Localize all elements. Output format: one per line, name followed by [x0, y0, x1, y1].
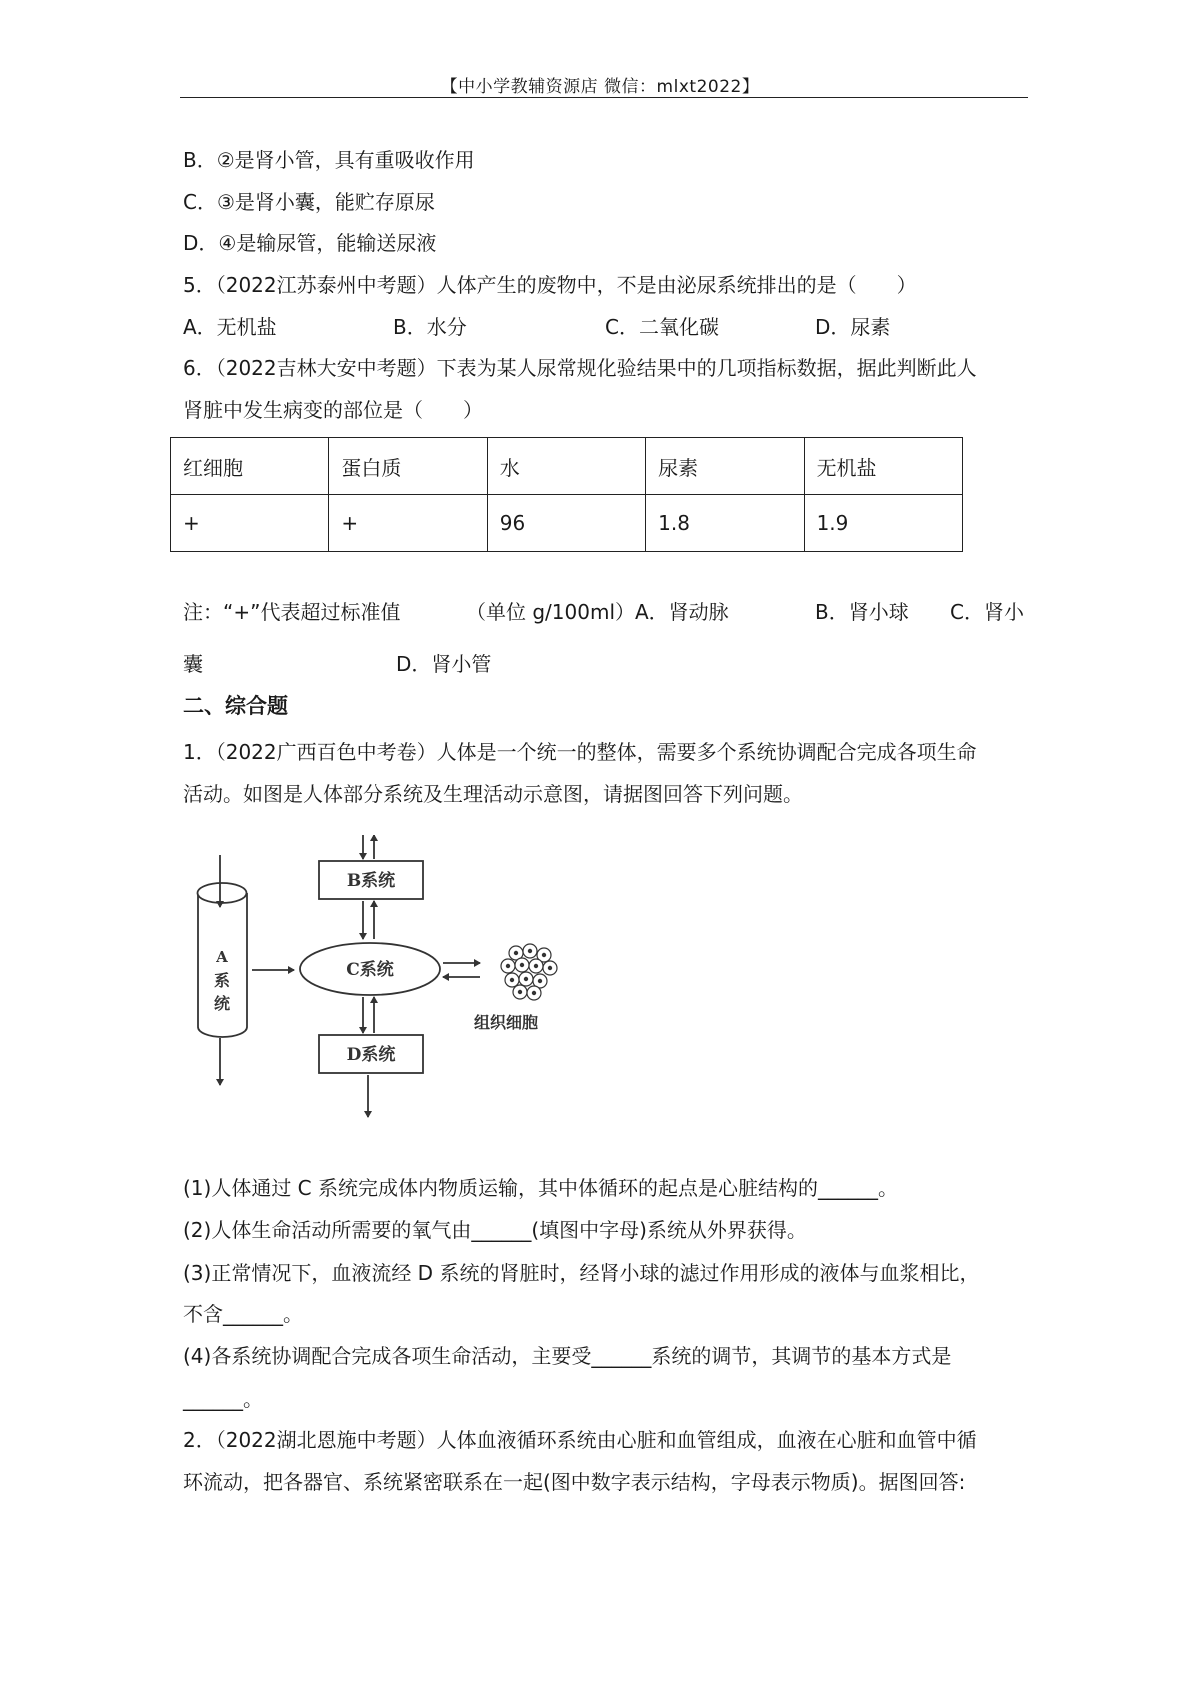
- q6-option-b: B．肾小球: [815, 600, 909, 624]
- table-header-cell: 水: [487, 438, 645, 495]
- q4-option-d: D．④是输尿管，能输送尿液: [183, 231, 437, 255]
- q6-option-d: D．肾小管: [396, 652, 492, 676]
- tissue-cells-label: 组织细胞: [474, 1013, 539, 1032]
- q4-option-c: C．③是肾小囊，能贮存原尿: [183, 190, 435, 214]
- table-cell: 1.9: [804, 495, 962, 552]
- q6-stem-line2: 肾脏中发生病变的部位是（ ）: [183, 398, 483, 422]
- q5-option-b: B．水分: [393, 315, 467, 339]
- table-header-cell: 蛋白质: [329, 438, 487, 495]
- q5-option-c: C．二氧化碳: [605, 315, 719, 339]
- a-system-label-1: A: [216, 948, 228, 966]
- table-cell: 1.8: [646, 495, 804, 552]
- header-divider: [180, 97, 1028, 98]
- page-header: 【中小学教辅资源店 微信：mlxt2022】: [440, 77, 760, 97]
- q6-option-c-cont: 囊: [183, 652, 203, 676]
- table-header-row: [171, 438, 963, 495]
- s2-q1-stem-line2: 活动。如图是人体部分系统及生理活动示意图，请据图回答下列问题。: [183, 782, 803, 806]
- table-header-cell: 红细胞: [171, 438, 329, 495]
- a-system-label-3: 统: [213, 994, 231, 1013]
- section-title: 二、综合题: [183, 694, 288, 718]
- table-cell: +: [329, 495, 487, 552]
- q6-unit-option-a: （单位 g/100ml）A．肾动脉: [466, 600, 729, 624]
- q6-stem-line1: 6．（2022吉林大安中考题）下表为某人尿常规化验结果中的几项指标数据，据此判断此人: [183, 356, 977, 380]
- s2-q1-sub3-line1: (3)正常情况下，血液流经 D 系统的肾脏时，经肾小球的滤过作用形成的液体与血浆相比，: [183, 1261, 980, 1285]
- s2-q1-sub2: (2)人体生命活动所需要的氧气由______(填图中字母)系统从外界获得。: [183, 1218, 807, 1242]
- s2-q1-sub4-line1: (4)各系统协调配合完成各项生命活动，主要受______系统的调节，其调节的基本方式是: [183, 1344, 952, 1368]
- table-header-cell: 尿素: [646, 438, 804, 495]
- table-cell: +: [171, 495, 329, 552]
- urine-test-table: [170, 437, 963, 552]
- q4-option-b: B．②是肾小管，具有重吸收作用: [183, 148, 475, 172]
- table-row: [171, 495, 963, 552]
- s2-q2-stem-line1: 2．（2022湖北恩施中考题）人体血液循环系统由心脏和血管组成，血液在心脏和血管中循: [183, 1428, 977, 1452]
- a-system-label-2: 系: [213, 971, 231, 990]
- body-systems-diagram: [190, 835, 590, 1125]
- b-system-label: B系统: [346, 871, 396, 891]
- table-header-cell: 无机盐: [804, 438, 962, 495]
- s2-q1-sub3-line2: 不含______。: [183, 1302, 303, 1326]
- table-cell: 96: [487, 495, 645, 552]
- q6-note: 注：“+”代表超过标准值: [183, 600, 401, 624]
- q5-option-d: D．尿素: [815, 315, 891, 339]
- s2-q1-stem-line1: 1．（2022广西百色中考卷）人体是一个统一的整体，需要多个系统协调配合完成各项生命: [183, 740, 977, 764]
- c-system-label: C系统: [346, 960, 394, 980]
- s2-q2-stem-line2: 环流动，把各器官、系统紧密联系在一起(图中数字表示结构，字母表示物质)。据图回答:: [183, 1470, 966, 1494]
- s2-q1-sub4-line2: ______。: [183, 1387, 263, 1411]
- s2-q1-sub1: (1)人体通过 C 系统完成体内物质运输，其中体循环的起点是心脏结构的______。: [183, 1176, 899, 1200]
- tissue-cells-icon: [501, 944, 557, 1000]
- q5-option-a: A．无机盐: [183, 315, 277, 339]
- q6-option-c: C．肾小: [950, 600, 1024, 624]
- q5-stem: 5．（2022江苏泰州中考题）人体产生的废物中，不是由泌尿系统排出的是（ ）: [183, 273, 917, 297]
- d-system-label: D系统: [346, 1045, 396, 1065]
